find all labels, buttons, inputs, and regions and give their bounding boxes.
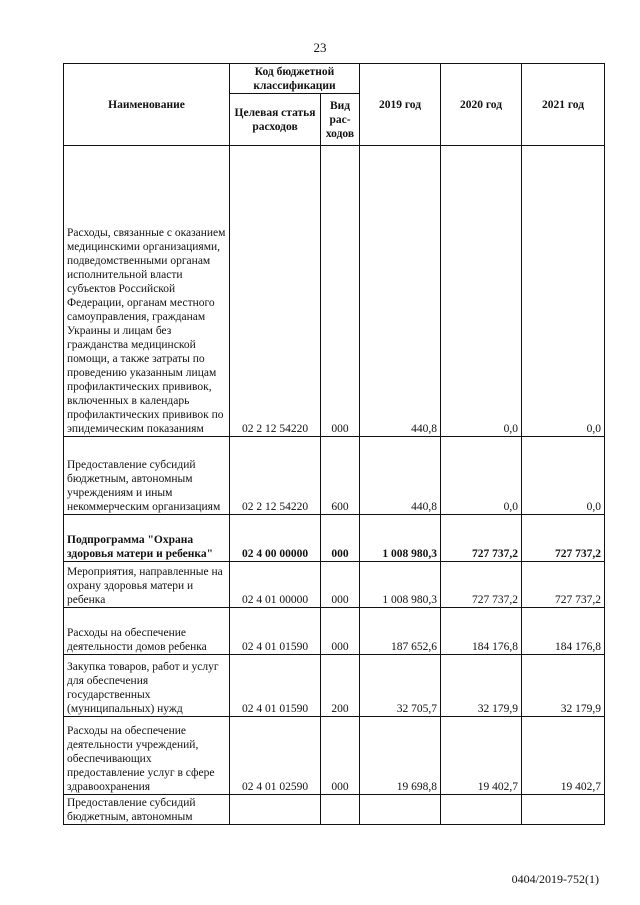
row-name: Предоставление субсидий бюджетным, автономным учреждениям и иным некоммерческим организациям [64, 437, 230, 515]
row-2020: 727 737,2 [441, 562, 522, 608]
row-name: Мероприятия, направленные на охрану здоровья матери и ребенка [64, 562, 230, 608]
table-row [64, 437, 605, 515]
row-2021: 0,0 [522, 437, 605, 515]
row-2021: 184 176,8 [522, 608, 605, 655]
row-code: 02 4 01 01590 [230, 608, 321, 655]
table-row [64, 655, 605, 717]
row-2019: 32 705,7 [360, 655, 441, 717]
row-name: Расходы на обеспечение деятельности домов ребенка [64, 608, 230, 655]
document-code: 0404/2019-752(1) [511, 872, 599, 886]
row-code: 02 4 01 00000 [230, 562, 321, 608]
row-2019: 19 698,8 [360, 717, 441, 795]
row-2019: 187 652,6 [360, 608, 441, 655]
header-code-group: Код бюджетной классификации [230, 64, 360, 94]
table-row [64, 146, 605, 437]
header-2021: 2021 год [522, 64, 605, 146]
table-row [64, 562, 605, 608]
table-row [64, 795, 605, 825]
row-2021: 0,0 [522, 146, 605, 437]
row-2019 [360, 795, 441, 825]
row-2021: 19 402,7 [522, 717, 605, 795]
row-name: Закупка товаров, работ и услуг для обеспечения государственных (муниципальных) нужд [64, 655, 230, 717]
row-kind: 000 [321, 146, 360, 437]
row-2020: 184 176,8 [441, 608, 522, 655]
budget-table [63, 63, 605, 825]
row-2021 [522, 795, 605, 825]
row-code [230, 795, 321, 825]
row-name: Расходы, связанные с оказанием медицинскими организациями, подведомственными органам исполнительной власти субъектов Российской Федерации, органам местного самоуправления, гражданам Украины и лицам без гражданства медицинской помощи, а также затраты по проведению указанным лицам профилактических прививок, включенных в календарь профилактических прививок по эпидемическим показаниям [64, 146, 230, 437]
row-2020 [441, 795, 522, 825]
header-expense-type: Вид рас-ходов [321, 94, 360, 146]
row-code: 02 4 01 01590 [230, 655, 321, 717]
table-row [64, 717, 605, 795]
row-kind: 000 [321, 608, 360, 655]
row-code: 02 2 12 54220 [230, 437, 321, 515]
row-kind: 000 [321, 562, 360, 608]
row-code: 02 4 01 02590 [230, 717, 321, 795]
row-2019: 1 008 980,3 [360, 515, 441, 562]
row-2019: 440,8 [360, 146, 441, 437]
header-name: Наименование [64, 64, 230, 146]
header-2020: 2020 год [441, 64, 522, 146]
table-row [64, 515, 605, 562]
row-name: Расходы на обеспечение деятельности учреждений, обеспечивающих предоставление услуг в сфере здравоохранения [64, 717, 230, 795]
row-name: Подпрограмма "Охрана здоровья матери и ребенка" [64, 515, 230, 562]
table-row [64, 608, 605, 655]
header-2019: 2019 год [360, 64, 441, 146]
row-2020: 0,0 [441, 437, 522, 515]
row-kind: 000 [321, 515, 360, 562]
header-target-article: Целевая статья расходов [230, 94, 321, 146]
row-2019: 440,8 [360, 437, 441, 515]
row-kind [321, 795, 360, 825]
row-2021: 727 737,2 [522, 515, 605, 562]
row-2021: 32 179,9 [522, 655, 605, 717]
row-name: Предоставление субсидий бюджетным, автономным [64, 795, 230, 825]
page-number: 23 [313, 40, 327, 55]
row-2020: 19 402,7 [441, 717, 522, 795]
row-2020: 32 179,9 [441, 655, 522, 717]
row-code: 02 4 00 00000 [230, 515, 321, 562]
row-kind: 200 [321, 655, 360, 717]
row-2020: 0,0 [441, 146, 522, 437]
row-kind: 600 [321, 437, 360, 515]
row-2019: 1 008 980,3 [360, 562, 441, 608]
row-code: 02 2 12 54220 [230, 146, 321, 437]
row-2020: 727 737,2 [441, 515, 522, 562]
row-2021: 727 737,2 [522, 562, 605, 608]
row-kind: 000 [321, 717, 360, 795]
